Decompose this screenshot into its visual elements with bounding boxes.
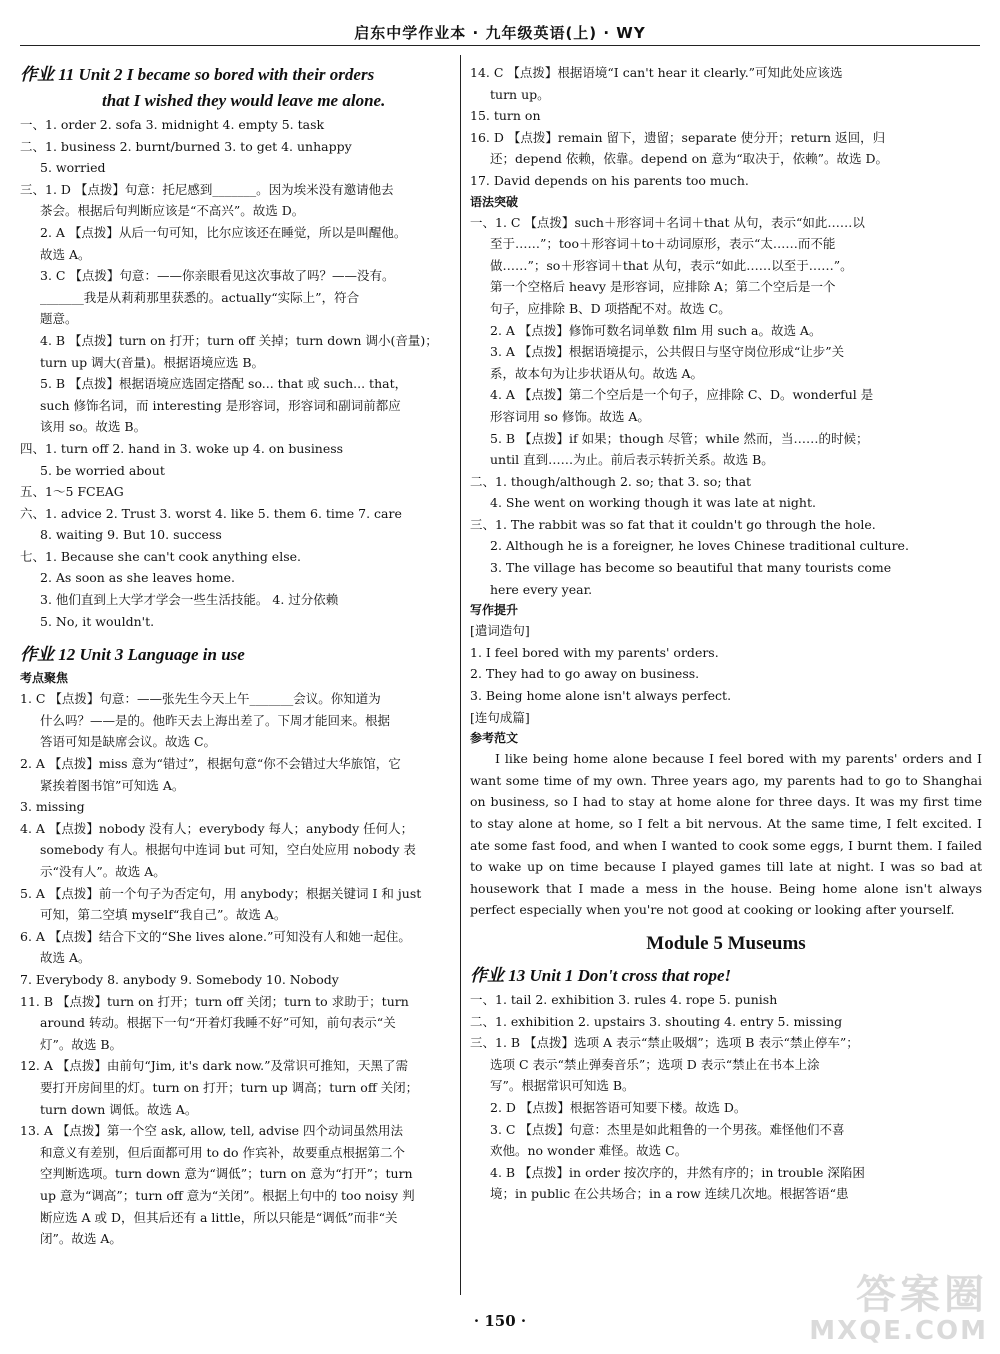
answer-line: such 修饰名词，而 interesting 是形容词，形容词和副词前都应 [40, 397, 401, 413]
answer-line: 2. A 【点拨】从后一句可知，比尔应该还在睡觉，所以是叫醒他。 [40, 224, 407, 240]
answer-line: 茶会。根据后句判断应该是“不高兴”。故选 D。 [40, 203, 305, 219]
answer-line: 故选 A。 [40, 950, 91, 966]
assignment-title-continued: that I wished they would leave me alone. [102, 91, 386, 110]
answer-line: 2. Although he is a foreigner, he loves Chinese traditional culture. [490, 538, 909, 554]
answer-line: 第一个空格后 heavy 是形容词，应排除 A；第二个空后是一个 [490, 279, 836, 295]
right-column [470, 62, 982, 1205]
answer-line: 5. B 【点拨】根据语境应选固定搭配 so... that 或 such... that， [40, 376, 408, 392]
header-rule [20, 45, 980, 46]
answer-line: [连句成篇] [470, 709, 530, 725]
answer-line: 答语可知是缺席会议。故选 C。 [40, 734, 217, 750]
answer-line: 空判断选项。turn down 意为“调低”；turn on 意为“打开”；turn [40, 1166, 413, 1182]
answer-line: 什么吗？——是的。他昨天去上海出差了。下周才能回来。根据 [40, 712, 391, 728]
answer-line: 六、1. advice 2. Trust 3. worst 4. like 5. them 6. time 7. care [20, 505, 402, 521]
answer-line: 一、1. C 【点拨】such＋形容词＋名词＋that 从句，表示“如此……以 [470, 214, 865, 230]
answer-line: 可知，第二空填 myself“我自己”。故选 A。 [40, 907, 287, 923]
answer-line: 故选 A。 [40, 246, 91, 262]
watermark-line-1: 答案圈 [856, 1272, 988, 1319]
answer-line: 2. A 【点拨】修饰可数名词单数 film 用 such a。故选 A。 [490, 322, 822, 338]
answer-line: 二、1. though/although 2. so; that 3. so; that [470, 473, 752, 489]
section-heading: 写作提升 [470, 603, 519, 618]
answer-line: 和意义有差别，但后面都可用 to do 作宾补，故要重点根据第二个 [40, 1144, 405, 1160]
answer-line: 一、1. order 2. sofa 3. midnight 4. empty 5. task [20, 117, 325, 132]
column-divider [460, 55, 461, 1295]
answer-line: 断应选 A 或 D，但其后还有 a little，所以只能是“调低”而非“关 [40, 1209, 398, 1225]
answer-line: 3. C 【点拨】句意：——你亲眼看见这次事故了吗？——没有。 [40, 268, 395, 284]
answer-line: 闭”。故选 A。 [40, 1231, 122, 1247]
answer-line: 3. Being home alone isn't always perfect. [470, 688, 732, 704]
answer-line: 5. A 【点拨】前一个句子为否定句，用 anybody；根据关键词 I 和 just [20, 885, 422, 901]
answer-line: 3. C 【点拨】句意：杰里是如此粗鲁的一个男孩。难怪他们不喜 [490, 1121, 845, 1137]
answer-line: around 转动。根据下一句“开着灯我睡不好”可知，前句表示“关 [40, 1015, 396, 1031]
answer-line: 三、1. D 【点拨】句意：托尼感到_______。因为埃米没有邀请他去 [20, 181, 394, 197]
answer-line: 15. turn on [470, 108, 541, 124]
answer-line: 题意。 [40, 311, 78, 327]
answer-line: 选项 C 表示“禁止弹奏音乐”；选项 D 表示“禁止在书本上涂 [490, 1056, 820, 1072]
answer-line: 11. B 【点拨】turn on 打开；turn off 关闭；turn to 求助于；turn [20, 993, 409, 1009]
answer-line: 4. A 【点拨】nobody 没有人；everybody 每人；anybody 任何人； [20, 820, 414, 836]
watermark-logo [809, 1273, 988, 1346]
answer-line: 1. C 【点拨】句意：——张先生今天上午_______会议。你知道为 [20, 691, 381, 707]
section-heading: 考点聚焦 [20, 671, 69, 686]
answer-line: 系，故本句为让步状语从句。故选 A。 [490, 365, 704, 381]
assignment-title: 作业 11 Unit 2 I became so bored with their orders [20, 65, 375, 84]
answer-line: 2. They had to go away on business. [470, 666, 700, 682]
answer-line: 欢他。no wonder 难怪。故选 C。 [490, 1143, 688, 1159]
answer-line: 二、1. business 2. burnt/burned 3. to get 4. unhappy [20, 138, 352, 154]
answer-line: up 意为“调高”；turn off 意为“关闭”。根据上句中的 too noisy 判 [40, 1187, 415, 1203]
answer-line: 8. waiting 9. But 10. success [40, 527, 222, 543]
answer-line: somebody 有人。根据句中连词 but 可知，空白处应用 nobody 表 [40, 842, 416, 858]
answer-line: _______我是从莉莉那里获悉的。actually“实际上”，符合 [40, 289, 360, 305]
answer-line: 2. D 【点拨】根据答语可知要下楼。故选 D。 [490, 1099, 747, 1115]
answer-line: 6. A 【点拨】结合下文的“She lives alone.”可知没有人和她一起住。 [20, 928, 411, 944]
answer-line: 3. 他们直到上大学才学会一些生活技能。 4. 过分依赖 [40, 592, 339, 608]
answer-line: 13. A 【点拨】第一个空 ask, allow, tell, advise 四个动词虽然用法 [20, 1123, 404, 1139]
answer-line: 灯”。故选 B。 [40, 1036, 123, 1052]
answer-line: 4. B 【点拨】in order 按次序的，井然有序的；in trouble 深陷困 [490, 1164, 865, 1180]
answer-line: 17. David depends on his parents too much. [470, 172, 749, 188]
answer-line: 做……”；so＋形容词＋that 从句，表示“如此……以至于……”。 [490, 257, 853, 273]
answer-line: 五、1～5 FCEAG [20, 484, 124, 500]
answer-line: 该用 so。故选 B。 [40, 419, 147, 435]
answer-line: 要打开房间里的灯。turn on 打开；turn up 调高；turn off 关闭； [40, 1079, 419, 1095]
answer-line: until 直到……为止。前后表示转折关系。故选 B。 [490, 452, 774, 468]
answer-line: 5. B 【点拨】if 如果；though 尽管；while 然而，当……的时候； [490, 430, 869, 446]
page-header: 启东中学作业本 · 九年级英语(上) · WY [354, 24, 646, 42]
answer-line: 16. D 【点拨】remain 留下，遗留；separate 使分开；return 返回，归 [470, 129, 886, 145]
answer-line: 4. A 【点拨】第二个空后是一个句子，应排除 C、D。wonderful 是 [490, 387, 874, 403]
answer-line: 紧挨着图书馆”可知选 A。 [40, 777, 185, 793]
answer-line: 一、1. tail 2. exhibition 3. rules 4. rope 5. punish [470, 991, 778, 1007]
answer-line: turn up 调大(音量)。根据语境应选 B。 [40, 354, 265, 370]
watermark-line-2: MXQE.COM [809, 1316, 988, 1347]
answer-line: 4. She went on working though it was late at night. [490, 495, 816, 511]
answer-line: 12. A 【点拨】由前句“Jim, it's dark now.”及常识可推知，天黑了需 [20, 1058, 409, 1074]
answer-line: 4. B 【点拨】turn on 打开；turn off 关掉；turn down 调小(音量)； [40, 332, 438, 348]
section-heading: 语法突破 [470, 194, 519, 209]
answer-line: 形容词用 so 修饰。故选 A。 [490, 408, 650, 424]
answer-line: 2. As soon as she leaves home. [40, 570, 235, 586]
answer-line: 1. I feel bored with my parents' orders. [470, 644, 719, 660]
answer-line: 示“没有人”。故选 A。 [40, 864, 166, 879]
answer-line: 句子，应排除 B、D 项搭配不对。故选 C。 [490, 300, 731, 316]
answer-line: [遣词造句] [470, 623, 530, 639]
answer-line: 3. A 【点拨】根据语境提示，公共假日与坚守岗位形成“让步”关 [490, 344, 845, 360]
answer-line: 5. be worried about [40, 462, 165, 478]
page-number: · 150 · [473, 1312, 527, 1330]
answer-line: 七、1. Because she can't cook anything else. [20, 548, 301, 564]
answer-line: 5. No, it wouldn't. [40, 613, 155, 629]
answer-line: 3. The village has become so beautiful that many tourists come [490, 560, 892, 576]
section-heading: 参考范文 [470, 731, 519, 746]
answer-line: 境；in public 在公共场合；in a row 连续几次地。根据答语“患 [490, 1186, 849, 1202]
left-column [20, 62, 448, 1250]
answer-line: 3. missing [20, 799, 85, 815]
answer-line: 7. Everybody 8. anybody 9. Somebody 10. Nobody [20, 971, 339, 987]
answer-line: 三、1. B 【点拨】选项 A 表示“禁止吸烟”；选项 B 表示“禁止停车”； [470, 1035, 859, 1051]
answer-line: here every year. [490, 581, 593, 597]
answer-line: 至于……”；too＋形容词＋to＋动词原形，表示“太……而不能 [490, 236, 836, 252]
answer-line: turn down 调低。故选 A。 [40, 1101, 198, 1117]
answer-line: 二、1. exhibition 2. upstairs 3. shouting 4. entry 5. missing [470, 1013, 843, 1029]
answer-line: 5. worried [40, 160, 106, 176]
answer-line: 写”。根据常识可知选 B。 [490, 1078, 635, 1094]
module-heading: Module 5 Museums [646, 932, 806, 954]
sample-essay-paragraph: I like being home alone because I feel bored with my parents' orders and I want some time of my own. Three years ago, my parents had to go to Shanghai on business, so I had to stay at home alone for three days. It was my first time to stay alone at home, so I felt a bit nervous. At the same time, I felt excited. I ate some fast food, and when I wanted to cook some eggs, I burnt them. I failed to wake up on time because I played games till late at night. I was so bad at housework that I made a mess in the house. Being home alone isn't always perfect especially when you're not good at cooking or looking after yourself. [470, 751, 982, 918]
answer-line: 四、1. turn off 2. hand in 3. woke up 4. on business [20, 440, 344, 456]
answer-line: 14. C 【点拨】根据语境“I can't hear it clearly.”可知此处应该选 [470, 65, 843, 80]
answer-line: 2. A 【点拨】miss 意为“错过”，根据句意“你不会错过大华旅馆，它 [20, 756, 401, 772]
answer-line: 三、1. The rabbit was so fat that it couldn't go through the hole. [470, 516, 876, 532]
answer-line: 还；depend 依赖，依靠。depend on 意为“取决于，依赖”。故选 D。 [490, 151, 888, 167]
assignment-title: 作业 12 Unit 3 Language in use [20, 645, 245, 665]
answer-line: turn up。 [490, 86, 550, 102]
assignment-title: 作业 13 Unit 1 Don't cross that rope! [470, 965, 732, 985]
